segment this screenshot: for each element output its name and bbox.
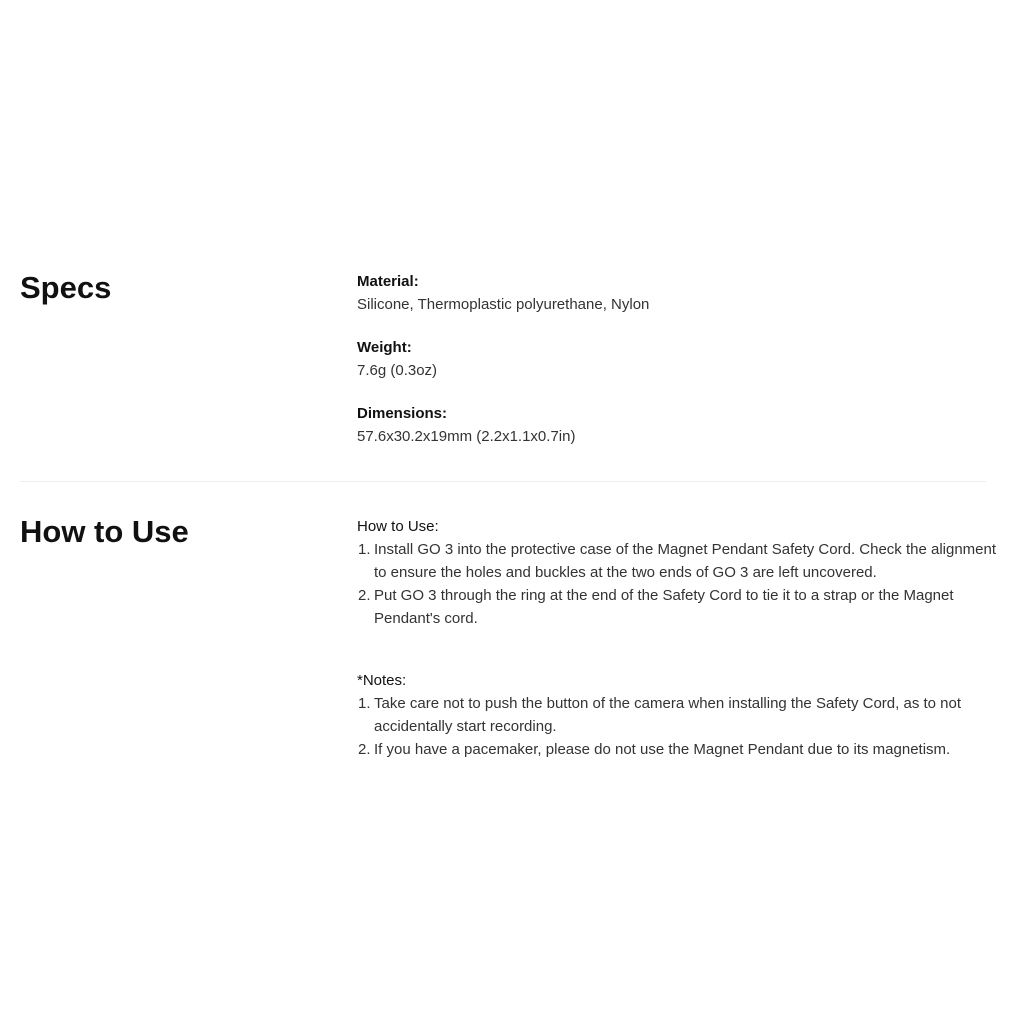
spec-dimensions	[357, 402, 997, 448]
specs-section	[20, 268, 986, 458]
spec-label: Dimensions:	[357, 405, 448, 422]
step-number: 1.	[358, 541, 371, 558]
note-text: If you have a pacemaker, please do not use the Magnet Pendant due to its magnetism.	[374, 741, 951, 758]
notes-heading: *Notes:	[357, 672, 407, 689]
step-text: Put GO 3 through the ring at the end of the Safety Cord to tie it to a strap or the Magnet Pendant's cord.	[374, 587, 954, 627]
list-item	[357, 738, 997, 761]
spec-weight	[357, 336, 997, 382]
notes-list	[357, 692, 997, 761]
spec-value: Silicone, Thermoplastic polyurethane, Nylon	[357, 296, 650, 313]
list-item	[357, 584, 997, 630]
how-to-use-title: How to Use	[20, 514, 189, 549]
spec-material	[357, 270, 997, 316]
section-divider	[20, 481, 986, 482]
notes-block	[357, 669, 997, 761]
note-number: 2.	[358, 741, 371, 758]
how-to-use-content	[357, 515, 997, 761]
spec-label: Material:	[357, 273, 419, 290]
how-to-use-section	[20, 514, 997, 774]
spec-value: 57.6x30.2x19mm (2.2x1.1x0.7in)	[357, 428, 576, 445]
list-item	[357, 692, 997, 738]
specs-list	[357, 270, 997, 468]
spec-value: 7.6g (0.3oz)	[357, 362, 438, 379]
note-number: 1.	[358, 695, 371, 712]
list-item	[357, 538, 997, 584]
step-number: 2.	[358, 587, 371, 604]
step-text: Install GO 3 into the protective case of the Magnet Pendant Safety Cord. Check the alignment to ensure the holes and buckles at the two ends of GO 3 are left uncovered.	[374, 541, 997, 581]
note-text: Take care not to push the button of the camera when installing the Safety Cord, as to not accidentally start recording.	[374, 695, 962, 735]
specs-title: Specs	[20, 270, 112, 305]
spec-label: Weight:	[357, 339, 412, 356]
how-to-use-heading: How to Use:	[357, 518, 439, 535]
steps-list	[357, 538, 997, 630]
